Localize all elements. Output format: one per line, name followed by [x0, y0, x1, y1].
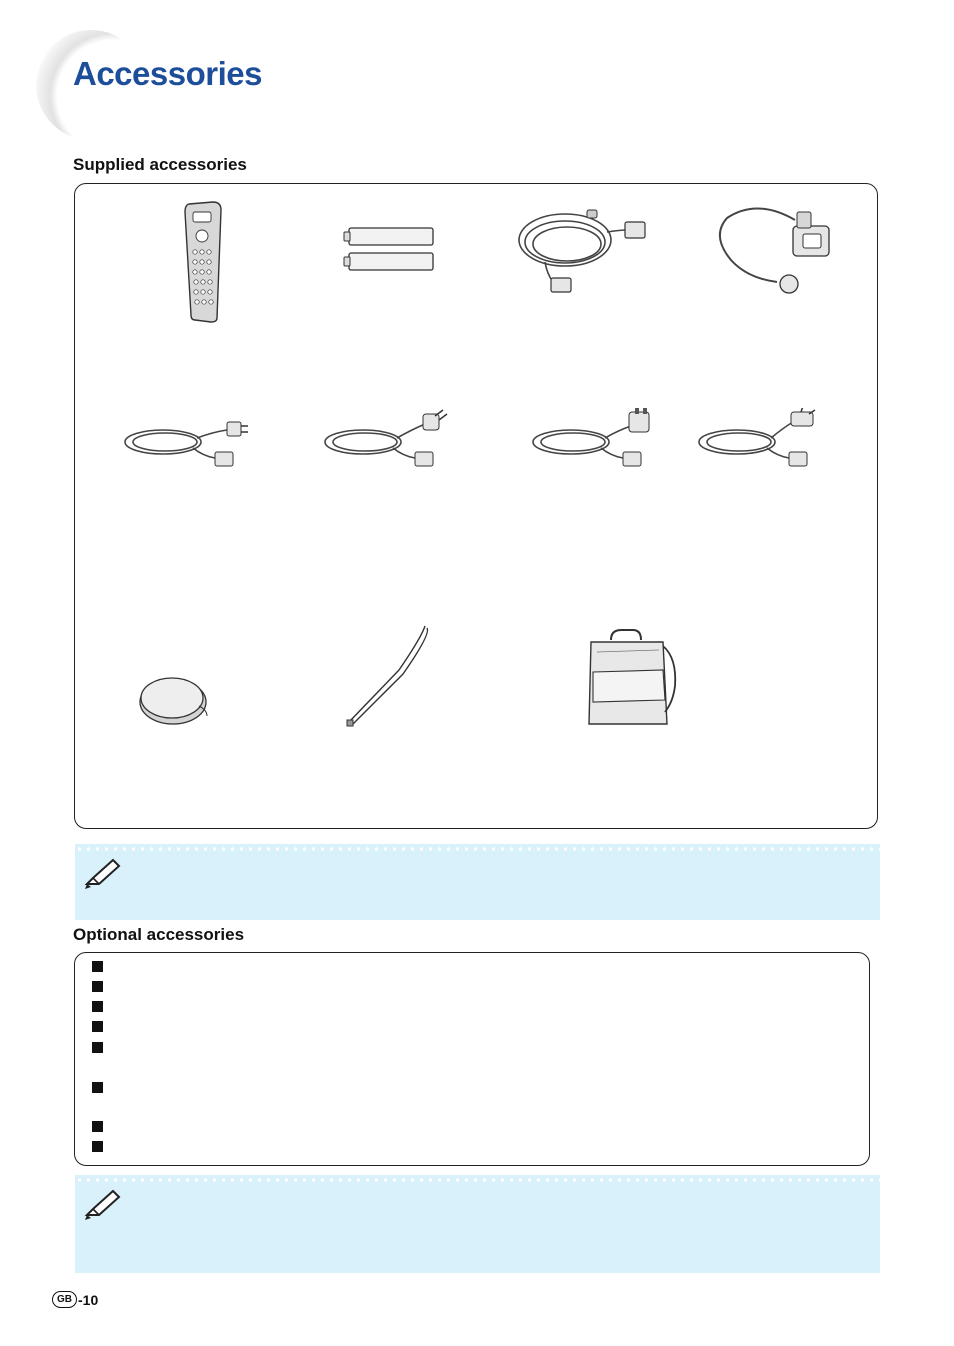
- remote-control-icon: [181, 200, 227, 324]
- list-item-bullet: [92, 981, 103, 992]
- note-box-optional: [75, 1175, 880, 1273]
- power-cord-us-icon: [123, 408, 253, 474]
- optional-accessories-box: [74, 952, 870, 1166]
- region-badge: GB: [52, 1291, 77, 1308]
- list-item-bullet: [92, 1082, 103, 1093]
- note-box-supplied: [75, 844, 880, 920]
- supplied-accessories-box: [74, 183, 878, 829]
- page-number-text: -10: [78, 1291, 99, 1308]
- list-item-bullet: [92, 1001, 103, 1012]
- list-item-bullet: [92, 1121, 103, 1132]
- list-item-bullet: [92, 1042, 103, 1053]
- note-pencil-icon: [83, 1187, 123, 1221]
- list-item-bullet: [92, 1021, 103, 1032]
- page-title: Accessories: [73, 55, 262, 92]
- supplied-accessories-heading: Supplied accessories: [73, 155, 247, 174]
- rs232c-adaptor-icon: [717, 200, 837, 298]
- rgb-cable-icon: [515, 202, 655, 298]
- note-pencil-icon: [83, 856, 123, 890]
- lens-cap-strap-icon: [343, 624, 433, 730]
- lens-cap-icon: [137, 672, 211, 728]
- power-cord-eu-icon: [323, 408, 453, 474]
- power-cord-uk-icon: [531, 408, 661, 474]
- power-cord-au-icon: [697, 408, 827, 474]
- list-item-bullet: [92, 961, 103, 972]
- optional-accessories-heading: Optional accessories: [73, 925, 245, 944]
- batteries-icon: [343, 224, 437, 276]
- page-number: [52, 1291, 98, 1308]
- carrying-bag-icon: [583, 628, 679, 730]
- list-item-bullet: [92, 1141, 103, 1152]
